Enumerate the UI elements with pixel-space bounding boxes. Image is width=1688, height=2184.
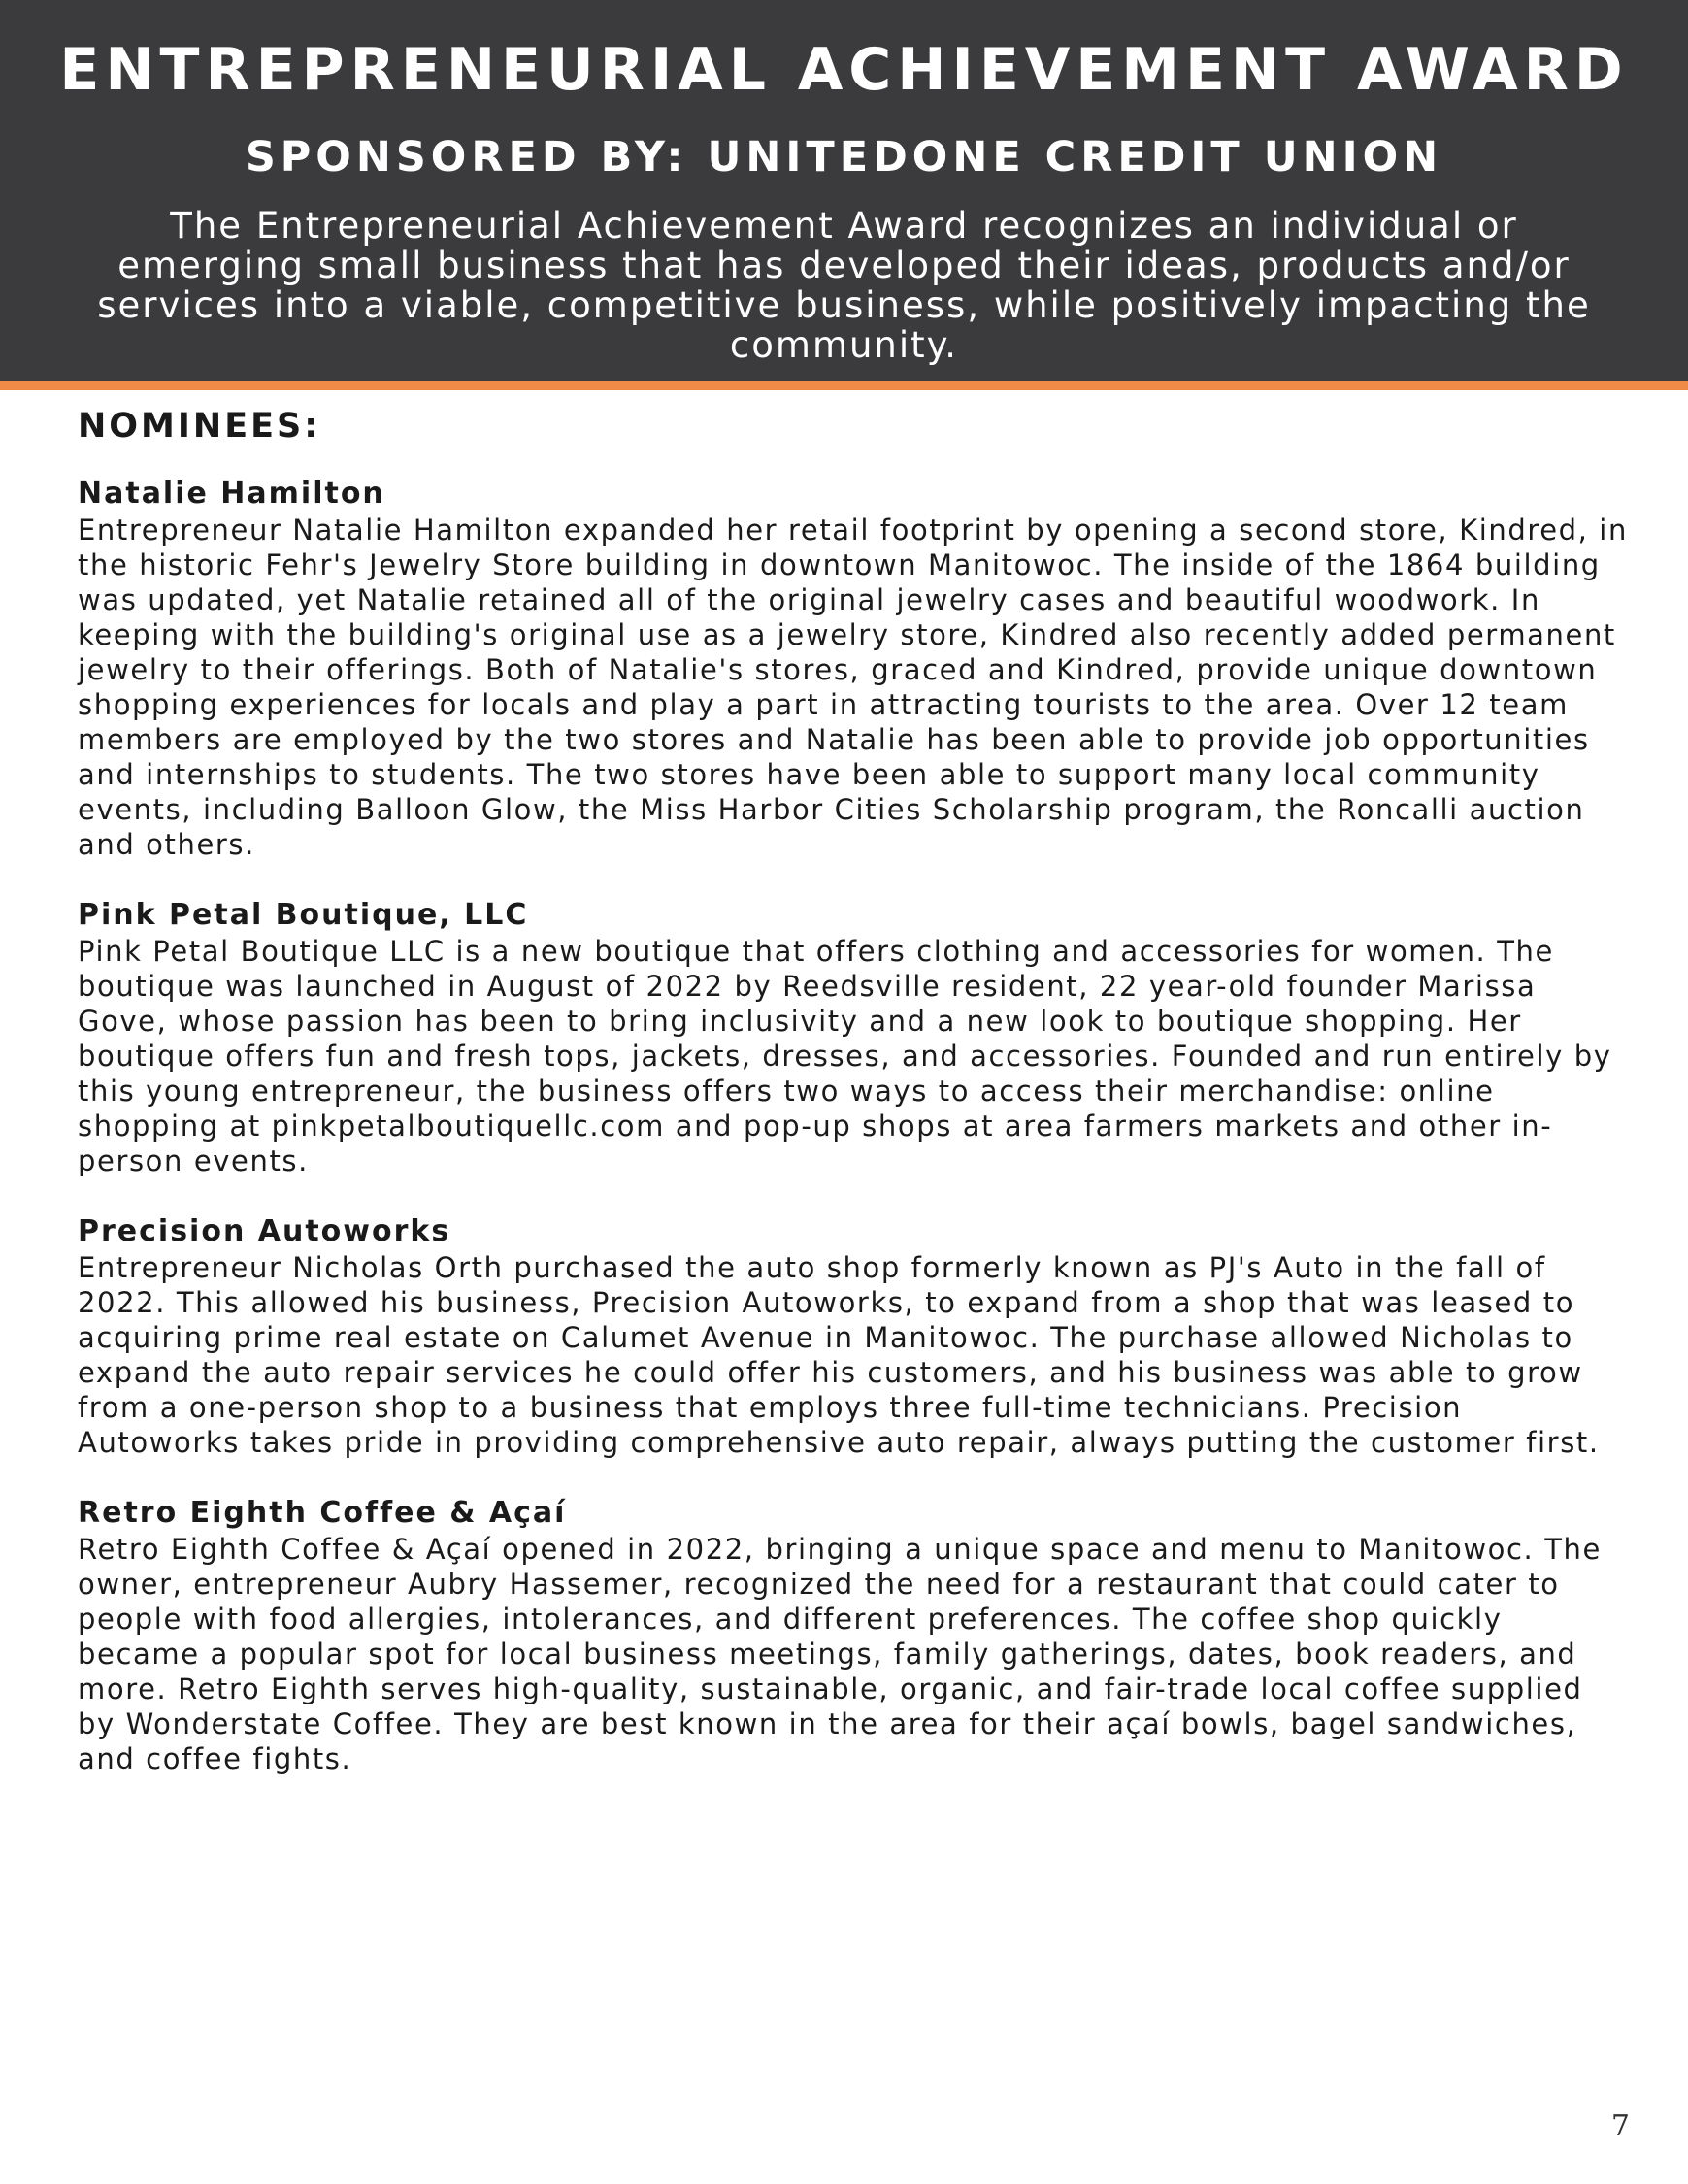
nominee-description: Entrepreneur Natalie Hamilton expanded her retail footprint by opening a second store, Kindred, in the historic Fehr's Jewelry Store building in downtown Manitowoc. The inside of the 1864 building was updated, yet Natalie retained all of the original jewelry cases and beautiful woodwork. In keeping with the building's original use as a jewelry store, Kindred also recently added permanent jewelry to their offerings. Both of Natalie's stores, graced and Kindred, provide unique downtown shopping experiences for locals and play a part in attracting tourists to the area. Over 12 team members are employed by the two stores and Natalie has been able to provide job opportunities and internships to students. The two stores have been able to support many local community events, including Balloon Glow, the Miss Harbor Cities Scholarship program, the Roncalli auction and others. [78,513,1628,861]
nominee-name: Natalie Hamilton [78,477,385,511]
nominee-name: Precision Autoworks [78,1214,451,1248]
award-description: The Entrepreneurial Achievement Award recognizes an individual or emerging small business that has developed their ideas, products and/or services into a viable, competitive business, while positively impacting the community. [97,205,1591,366]
header-banner [0,0,1688,390]
award-title: ENTREPRENEURIAL ACHIEVEMENT AWARD [59,36,1629,104]
page-number: 7 [1610,2109,1630,2143]
nominee-name: Pink Petal Boutique, LLC [78,898,529,932]
nominees-heading: NOMINEES: [78,407,321,446]
nominee-entry [78,1495,1631,1776]
nominee-description: Retro Eighth Coffee & Açaí opened in 2022, bringing a unique space and menu to Manitowoc. The owner, entrepreneur Aubry Hassemer, recognized the need for a restaurant that could cater to people with food allergies, intolerances, and different preferences. The coffee shop quickly became a popular spot for local business meetings, family gatherings, dates, book readers, and more. Retro Eighth serves high-quality, sustainable, organic, and fair-trade local coffee supplied by Wonderstate Coffee. They are best known in the area for their açaí bowls, bagel sandwiches, and coffee fights. [78,1533,1602,1775]
nominee-description: Entrepreneur Nicholas Orth purchased the auto shop formerly known as PJ's Auto in the fall of 2022. This allowed his business, Precision Autoworks, to expand from a shop that was leased to acquiring prime real estate on Calumet Avenue in Manitowoc. The purchase allowed Nicholas to expand the auto repair services he could offer his customers, and his business was able to grow from a one-person shop to a business that employs three full-time technicians. Precision Autoworks takes pride in providing comprehensive auto repair, always putting the customer first. [78,1251,1600,1459]
main-content [78,402,1631,1811]
nominee-entry [78,897,1631,1178]
nominee-entry [78,1213,1631,1460]
nominee-name: Retro Eighth Coffee & Açaí [78,1496,567,1530]
nominee-entry [78,476,1631,862]
sponsor-line: SPONSORED BY: UNITEDONE CREDIT UNION [245,133,1443,182]
nominee-description: Pink Petal Boutique LLC is a new boutique that offers clothing and accessories for women. The boutique was launched in August of 2022 by Reedsville resident, 22 year-old founder Marissa Gove, whose passion has been to bring inclusivity and a new look to boutique shopping. Her boutique offers fun and fresh tops, jackets, dresses, and accessories. Founded and run entirely by this young entrepreneur, the business offers two ways to access their merchandise: online shopping at pinkpetalboutiquellc.com and pop-up shops at area farmers markets and other in-person events. [78,935,1612,1177]
